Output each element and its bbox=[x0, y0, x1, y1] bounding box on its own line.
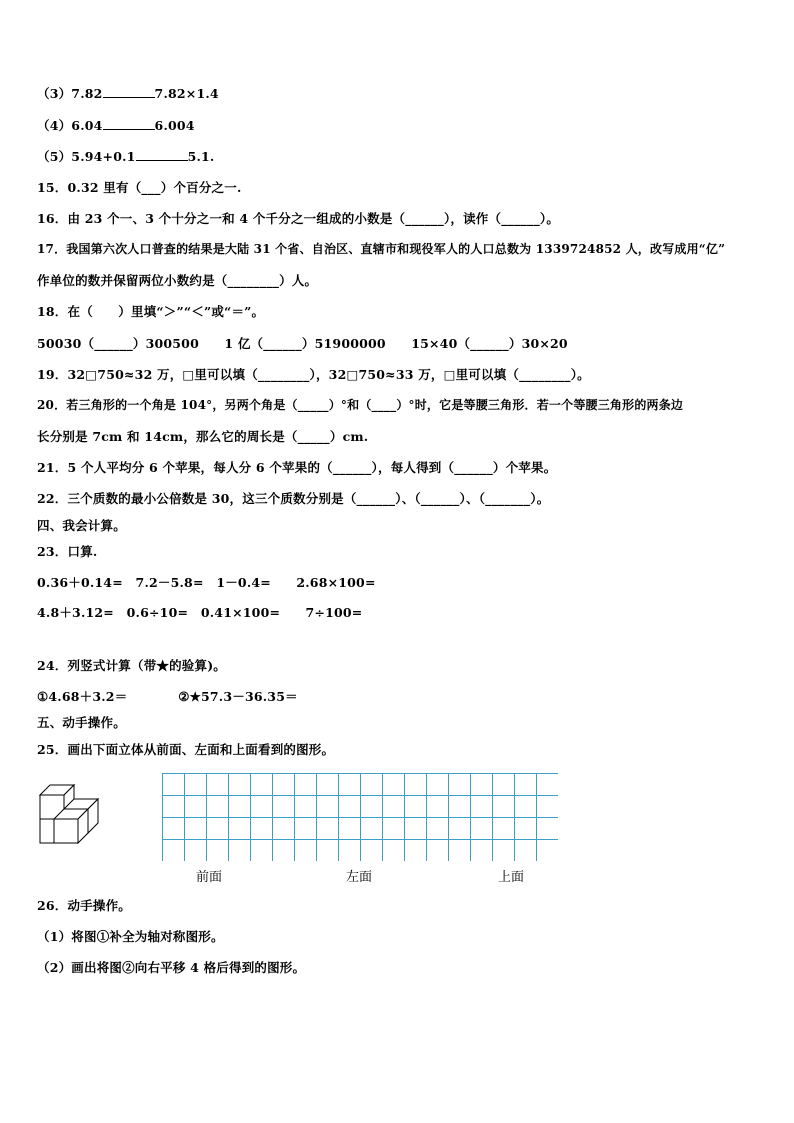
answer-blank[interactable] bbox=[103, 118, 155, 130]
question-16: 16．由 23 个一、3 个十分之一和 4 个千分之一组成的小数是（______），读作（______）。 bbox=[37, 211, 560, 226]
question-21: 21．5 个人平均分 6 个苹果，每人分 6 个苹果的（______），每人得到（______）个苹果。 bbox=[37, 460, 557, 475]
question-20-line1: 20．若三角形的一个角是 104°，另两个角是（_____）°和（____）°时，它是等腰三角形．若一个等腰三角形的两条边 bbox=[37, 398, 684, 412]
label-top: 上面 bbox=[498, 870, 525, 885]
answer-blank[interactable] bbox=[136, 149, 188, 161]
mental-calc-row-2: 4.8＋3.12= 0.6÷10= 0.41×100= 7÷100= bbox=[37, 605, 363, 620]
item-5-right: 5.1. bbox=[187, 149, 215, 164]
question-24: 24．列竖式计算（带★的验算)。 bbox=[37, 658, 227, 673]
question-15: 15．0.32 里有（___）个百分之一. bbox=[37, 180, 242, 195]
grid-lines[interactable] bbox=[162, 773, 558, 861]
question-23: 23．口算. bbox=[37, 544, 98, 559]
question-25: 25．画出下面立体从前面、左面和上面看到的图形。 bbox=[37, 742, 335, 757]
label-front: 前面 bbox=[196, 870, 223, 885]
question-18-row: 50030（______）300500 1 亿（______）51900000 15×40（______）30×20 bbox=[37, 336, 568, 351]
mental-calc-row-1: 0.36＋0.14= 7.2－5.8= 1－0.4= 2.68×100= bbox=[37, 575, 376, 590]
item-5-left: （5）5.94+0.1 bbox=[37, 149, 136, 164]
label-left: 左面 bbox=[346, 870, 373, 885]
question-26-part-1: （1）将图①补全为轴对称图形。 bbox=[37, 929, 224, 944]
drawing-grid[interactable] bbox=[162, 773, 558, 865]
section-5-heading: 五、动手操作。 bbox=[37, 715, 126, 730]
item-4 bbox=[37, 116, 195, 134]
question-26-part-2: （2）画出将图②向右平移 4 格后得到的图形。 bbox=[37, 960, 306, 975]
item-3-right: 7.82×1.4 bbox=[154, 86, 219, 101]
item-4-left: （4）6.04 bbox=[37, 118, 103, 133]
question-17-line2: 作单位的数并保留两位小数约是（________）人。 bbox=[37, 273, 318, 288]
item-4-right: 6.004 bbox=[154, 118, 195, 133]
question-17-line1: 17．我国第六次人口普查的结果是大陆 31 个省、自治区、直辖市和现役军人的人口总数为 1339724852 人，改写成用“亿” bbox=[37, 242, 726, 256]
question-22: 22．三个质数的最小公倍数是 30，这三个质数分别是（______）、（______）、（_______）。 bbox=[37, 491, 550, 506]
question-24-items: ①4.68＋3.2＝ ②★57.3－36.35＝ bbox=[37, 689, 298, 704]
question-19: 19．32□750≈32 万，□里可以填（________），32□750≈33 万，□里可以填（________）。 bbox=[37, 367, 590, 382]
question-20-line2: 长分别是 7cm 和 14cm，那么它的周长是（_____）cm. bbox=[37, 429, 369, 444]
item-5 bbox=[37, 147, 214, 165]
item-3-left: （3）7.82 bbox=[37, 86, 103, 101]
question-26: 26．动手操作。 bbox=[37, 898, 131, 913]
question-18: 18．在（ ）里填“＞”“＜”或“＝”。 bbox=[37, 304, 265, 319]
item-3 bbox=[37, 84, 219, 102]
answer-blank[interactable] bbox=[103, 86, 155, 98]
section-4-heading: 四、我会计算。 bbox=[37, 518, 126, 533]
cube-stack-figure bbox=[38, 783, 108, 849]
